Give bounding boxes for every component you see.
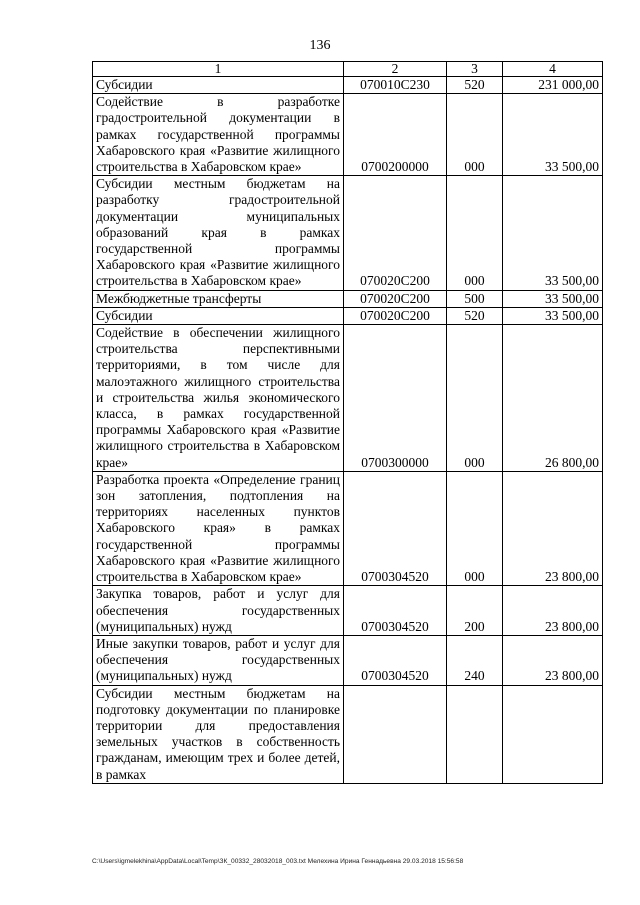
header-col-2: 2: [344, 62, 447, 77]
row-type: 500: [447, 290, 503, 307]
row-type: 520: [447, 77, 503, 94]
budget-table: [92, 61, 603, 784]
row-sum: 33 500,00: [503, 307, 603, 324]
header-col-4: 4: [503, 62, 603, 77]
row-code: 0700300000: [344, 325, 447, 472]
row-type: 000: [447, 94, 503, 176]
row-code: 070020С200: [344, 307, 447, 324]
row-type: 520: [447, 307, 503, 324]
row-sum: [503, 685, 603, 783]
row-code: 0700304520: [344, 635, 447, 685]
row-type: 200: [447, 586, 503, 636]
header-col-1: 1: [93, 62, 344, 77]
row-name: Субсидии местным бюджетам на подготовку документации по планировке территории для предоставления земельных участков в собственность гражданам, имеющим трех и более детей, в рамках: [93, 685, 344, 783]
table-row: [93, 586, 603, 636]
table-row: [93, 94, 603, 176]
table-row: [93, 77, 603, 94]
row-name: Субсидии: [93, 77, 344, 94]
row-sum: 33 500,00: [503, 94, 603, 176]
file-path-footer: C:\Users\igmelekhina\AppData\Local\Temp\ЗК_00332_28032018_003.txt Мелехина Ирина Геннадьевна 29.03.2018 15:56:58: [92, 858, 464, 865]
row-code: 0700304520: [344, 471, 447, 585]
table-row: [93, 290, 603, 307]
row-type: 000: [447, 325, 503, 472]
row-code: 070020С200: [344, 290, 447, 307]
table-row: [93, 176, 603, 290]
row-name: Разработка проекта «Определение границ зон затопления, подтопления на территориях населенных пунктов Хабаровского края» в рамках государственной программы Хабаровского края «Развитие жилищного строительства в Хабаровском крае»: [93, 471, 344, 585]
row-name: Закупка товаров, работ и услуг для обеспечения государственных (муниципальных) нужд: [93, 586, 344, 636]
table-header: [93, 62, 603, 77]
row-code: 070010С230: [344, 77, 447, 94]
row-sum: 26 800,00: [503, 325, 603, 472]
row-name: Субсидии местным бюджетам на разработку градостроительной документации муниципальных образований края в рамках государственной программы Хабаровского края «Развитие жилищного строительства в Хабаровском крае»: [93, 176, 344, 290]
table-row: [93, 685, 603, 783]
row-sum: 23 800,00: [503, 586, 603, 636]
row-sum: 33 500,00: [503, 290, 603, 307]
row-type: 000: [447, 176, 503, 290]
header-row: [93, 62, 603, 77]
row-name: Межбюджетные трансферты: [93, 290, 344, 307]
row-name: Содействие в обеспечении жилищного строительства перспективными территориями, в том числе для малоэтажного жилищного строительства и строительства жилья экономического класса, в рамках государственной программы Хабаровского края «Развитие жилищного строительства в Хабаровском крае»: [93, 325, 344, 472]
row-sum: 231 000,00: [503, 77, 603, 94]
row-name: Иные закупки товаров, работ и услуг для обеспечения государственных (муниципальных) нужд: [93, 635, 344, 685]
row-sum: 23 800,00: [503, 471, 603, 585]
header-col-3: 3: [447, 62, 503, 77]
row-name: Содействие в разработке градостроительной документации в рамках государственной программы Хабаровского края «Развитие жилищного строительства в Хабаровском крае»: [93, 94, 344, 176]
table-row: [93, 325, 603, 472]
row-name: Субсидии: [93, 307, 344, 324]
row-code: 070020С200: [344, 176, 447, 290]
page-number: 136: [309, 38, 331, 53]
row-sum: 23 800,00: [503, 635, 603, 685]
table-row: [93, 635, 603, 685]
row-type: 000: [447, 471, 503, 585]
table-body: [93, 77, 603, 784]
row-code: 0700304520: [344, 586, 447, 636]
row-sum: 33 500,00: [503, 176, 603, 290]
table-row: [93, 471, 603, 585]
row-code: [344, 685, 447, 783]
row-type: 240: [447, 635, 503, 685]
table-row: [93, 307, 603, 324]
row-code: 0700200000: [344, 94, 447, 176]
row-type: [447, 685, 503, 783]
